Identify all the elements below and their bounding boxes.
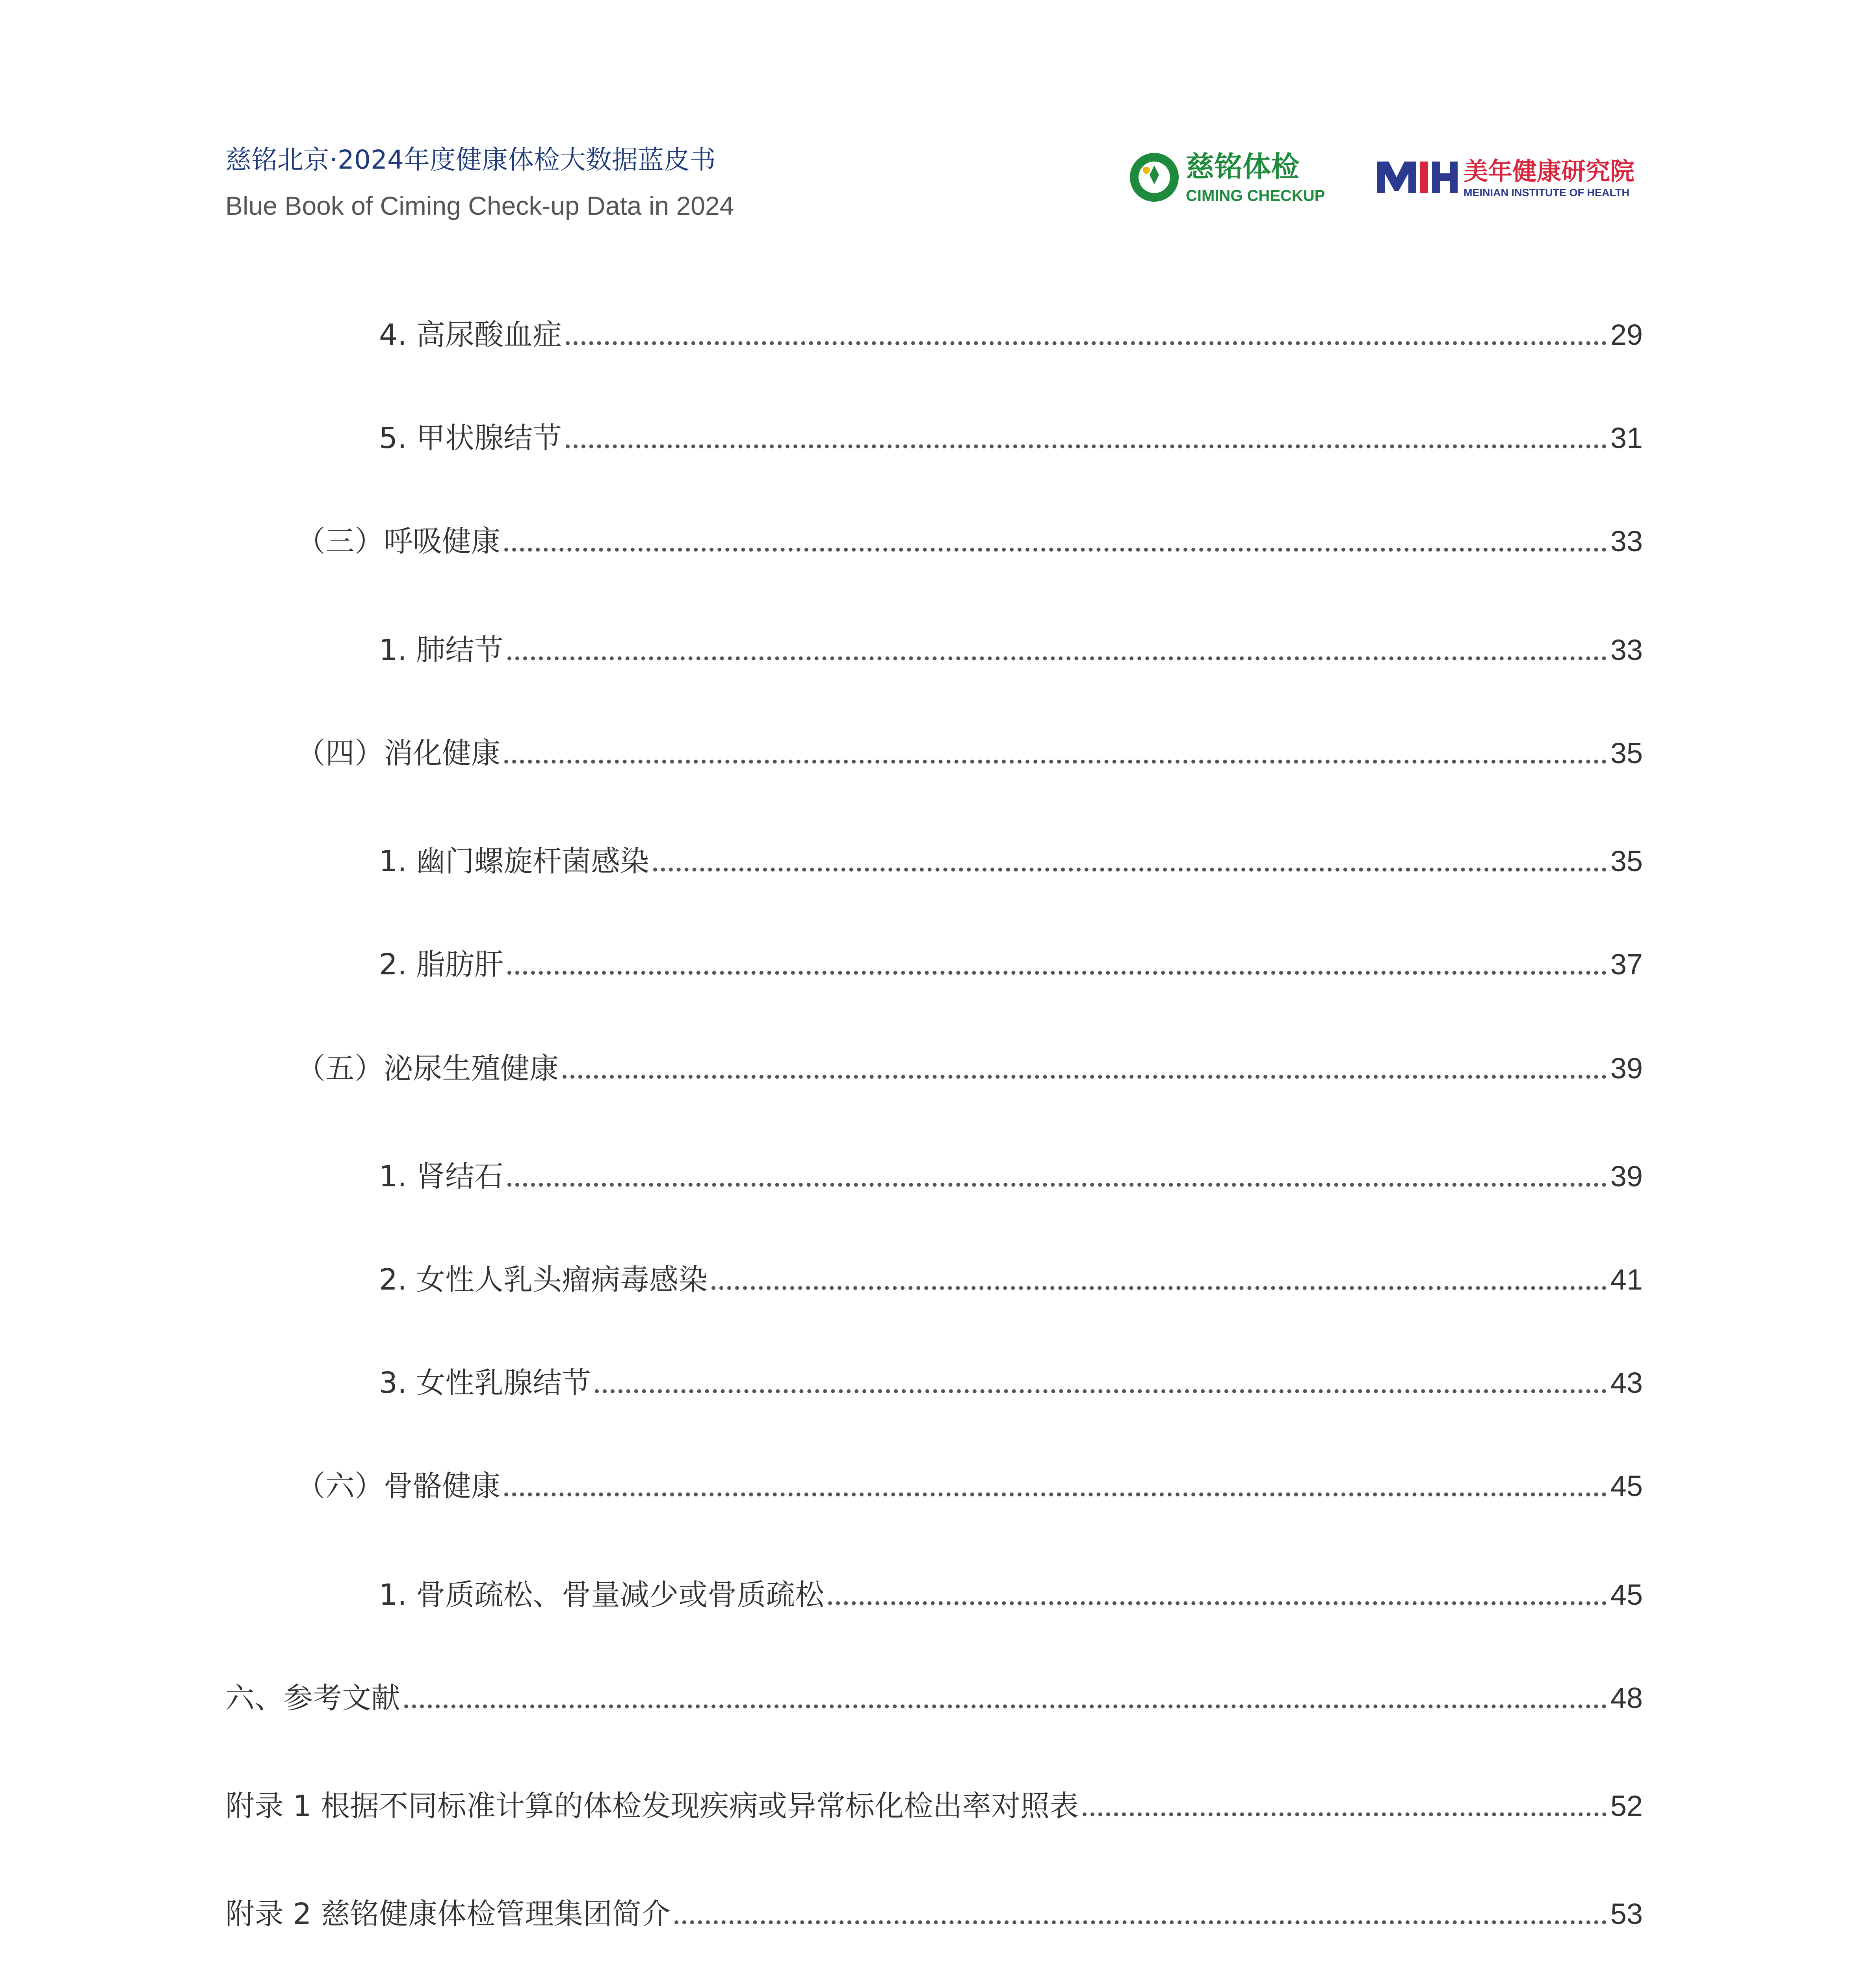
toc-label: 2. 女性人乳头瘤病毒感染 bbox=[379, 1263, 708, 1297]
toc-leader-dots bbox=[566, 341, 1607, 345]
toc-item[interactable] bbox=[379, 1260, 1643, 1299]
toc-leader-dots bbox=[828, 1601, 1607, 1605]
toc-item[interactable] bbox=[379, 1363, 1643, 1403]
toc-page-number: 33 bbox=[1610, 525, 1643, 558]
svg-text:慈铭体检: 慈铭体检 bbox=[1186, 150, 1300, 183]
toc-item[interactable] bbox=[379, 1157, 1643, 1196]
toc-page-number: 48 bbox=[1610, 1682, 1643, 1714]
svg-text:美年健康研究院: 美年健康研究院 bbox=[1464, 157, 1635, 186]
toc-page-number: 37 bbox=[1610, 948, 1643, 981]
toc-page-number: 45 bbox=[1610, 1470, 1643, 1502]
toc-page-number: 39 bbox=[1610, 1160, 1643, 1193]
toc-leader-dots bbox=[563, 1075, 1607, 1079]
toc-label: （五）泌尿生殖健康 bbox=[296, 1052, 559, 1085]
toc-item[interactable] bbox=[296, 1466, 1643, 1506]
meinian-logo bbox=[1375, 154, 1643, 201]
toc-label: 附录 1 根据不同标准计算的体检发现疾病或异常标化检出率对照表 bbox=[225, 1789, 1079, 1823]
toc-leader-dots bbox=[504, 1492, 1607, 1496]
toc-leader-dots bbox=[674, 1920, 1607, 1924]
toc-page-number: 35 bbox=[1610, 737, 1643, 769]
toc-item[interactable] bbox=[296, 1049, 1643, 1088]
toc-item[interactable] bbox=[296, 522, 1643, 561]
toc-label: 2. 脂肪肝 bbox=[379, 948, 504, 981]
toc-item[interactable] bbox=[296, 734, 1643, 773]
toc-leader-dots bbox=[566, 444, 1607, 448]
toc-page-number: 31 bbox=[1610, 422, 1643, 454]
toc-label: 1. 肾结石 bbox=[379, 1160, 504, 1193]
toc-leader-dots bbox=[595, 1389, 1607, 1393]
toc-label: 4. 高尿酸血症 bbox=[379, 318, 562, 352]
toc-leader-dots bbox=[404, 1704, 1607, 1708]
toc-page-number: 45 bbox=[1610, 1578, 1643, 1611]
toc-item[interactable] bbox=[379, 1575, 1643, 1615]
toc-label: 3. 女性乳腺结节 bbox=[379, 1366, 591, 1400]
toc-page-number: 53 bbox=[1610, 1898, 1643, 1930]
toc-label: 5. 甲状腺结节 bbox=[379, 421, 562, 455]
toc-item[interactable] bbox=[225, 1786, 1643, 1826]
toc-item[interactable] bbox=[379, 842, 1643, 881]
toc-page-number: 43 bbox=[1610, 1366, 1643, 1399]
toc-page-number: 41 bbox=[1610, 1263, 1643, 1296]
toc-item[interactable] bbox=[225, 1894, 1643, 1934]
toc-page-number: 33 bbox=[1610, 634, 1643, 666]
header-title: 慈铭北京·2024年度健康体检大数据蓝皮书 bbox=[225, 145, 716, 175]
toc-page-number: 52 bbox=[1610, 1790, 1643, 1822]
toc-leader-dots bbox=[504, 548, 1607, 552]
toc-item[interactable] bbox=[379, 418, 1643, 458]
ciming-logo bbox=[1127, 146, 1332, 209]
toc-leader-dots bbox=[711, 1286, 1607, 1290]
toc-label: 1. 肺结节 bbox=[379, 633, 504, 667]
toc-page-number: 39 bbox=[1610, 1052, 1643, 1085]
toc-label: 六、参考文献 bbox=[225, 1681, 400, 1715]
toc-label: 附录 2 慈铭健康体检管理集团简介 bbox=[225, 1897, 671, 1931]
toc-leader-dots bbox=[653, 868, 1607, 872]
toc-label: 1. 幽门螺旋杆菌感染 bbox=[379, 844, 650, 878]
svg-text:CIMING CHECKUP: CIMING CHECKUP bbox=[1186, 187, 1325, 204]
toc-leader-dots bbox=[504, 760, 1607, 764]
toc-label: 1. 骨质疏松、骨量减少或骨质疏松 bbox=[379, 1578, 825, 1612]
toc-leader-dots bbox=[507, 971, 1607, 975]
toc-label: （六）骨骼健康 bbox=[296, 1469, 500, 1503]
toc-leader-dots bbox=[507, 656, 1607, 660]
toc-item[interactable] bbox=[225, 1678, 1643, 1718]
toc-page-number: 29 bbox=[1610, 318, 1643, 351]
toc-page-number: 35 bbox=[1610, 845, 1643, 877]
toc-leader-dots bbox=[1083, 1812, 1607, 1816]
header-subtitle: Blue Book of Ciming Check-up Data in 2024 bbox=[225, 191, 734, 220]
toc-label: （四）消化健康 bbox=[296, 736, 500, 770]
toc-item[interactable] bbox=[379, 315, 1643, 355]
toc-item[interactable] bbox=[379, 630, 1643, 670]
svg-text:MEINIAN INSTITUTE OF HEALTH: MEINIAN INSTITUTE OF HEALTH bbox=[1464, 187, 1629, 199]
toc-label: （三）呼吸健康 bbox=[296, 524, 500, 558]
toc-leader-dots bbox=[507, 1183, 1607, 1187]
toc-item[interactable] bbox=[379, 945, 1643, 984]
